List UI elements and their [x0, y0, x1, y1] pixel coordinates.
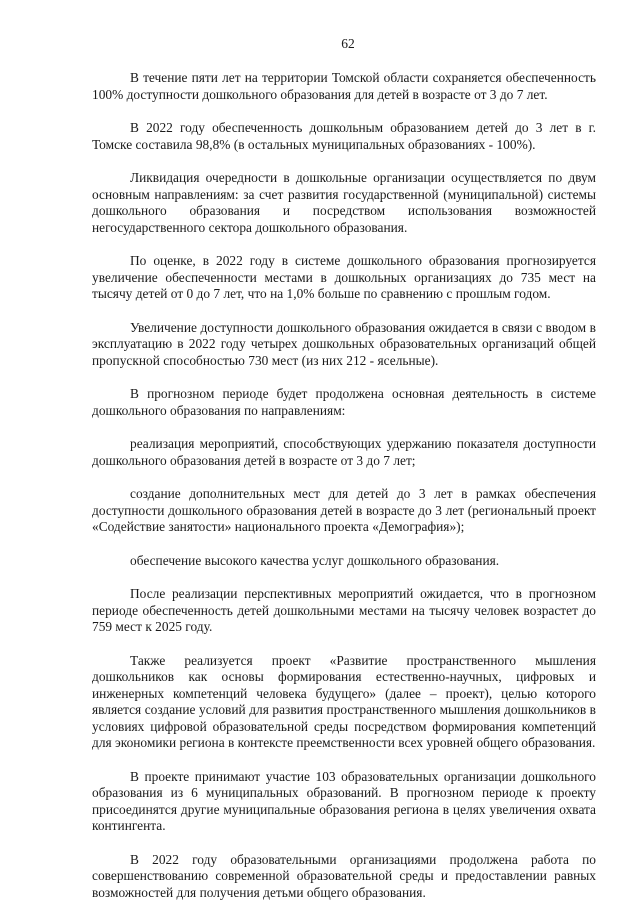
paragraph-project-participants: В проекте принимают участие 103 образовательных организации дошкольного образования из 6 муниципальных образований. В прогнозном периоде к проекту присоединятся другие муниципальные образования региона в целях увеличения охвата контингента.: [92, 768, 596, 833]
paragraph-queue-elimination: Ликвидация очередности в дошкольные организации осуществляется по двум основным направлениям: за счет развития государственной (муниципальной) системы дошкольного образования и посредством использования возможностей негосударственного сектора дошкольного образования.: [92, 170, 596, 235]
paragraph-estimate-2022: По оценке, в 2022 году в системе дошкольного образования прогнозируется увеличение обеспеченности местами в дошкольных организациях до 735 мест на тысячу детей от 0 до 7 лет, что на 1,0% больше по сравнению с прошлым годом.: [92, 253, 596, 301]
paragraph-direction-2: создание дополнительных мест для детей до 3 лет в рамках обеспечения доступности дошкольного образования детей в возрасте до 3 лет (региональный проект «Содействие занятости» национального проекта «Демография»);: [92, 486, 596, 534]
paragraph-direction-3: обеспечение высокого качества услуг дошкольного образования.: [130, 552, 500, 568]
paragraph-availability: В течение пяти лет на территории Томской области сохраняется обеспеченность 100% доступности дошкольного образования для детей в возрасте от 3 до 7 лет.: [92, 70, 596, 102]
paragraph-forecast-directions: В прогнозном периоде будет продолжена основная деятельность в системе дошкольного образования по направлениям:: [92, 386, 596, 418]
document-page: [92, 36, 596, 918]
page-number: 62: [341, 36, 355, 51]
paragraph-tomsk-coverage: В 2022 году обеспеченность дошкольным образованием детей до 3 лет в г. Томске составила 98,8% (в остальных муниципальных образованиях - 100%).: [92, 120, 596, 152]
paragraph-direction-1: реализация мероприятий, способствующих удержанию показателя доступности дошкольного образования детей в возрасте от 3 до 7 лет;: [92, 436, 596, 468]
paragraph-spatial-thinking-project: Также реализуется проект «Развитие пространственного мышления дошкольников как основы формирования естественно-научных, цифровых и инженерных компетенций человека будущего» (далее – проект), целью которого является создание условий для развития пространственного мышления дошкольников в условиях цифровой образовательной среды посредством формирования компетенций для экономики региона в контексте преемственности всех уровней общего образования.: [92, 652, 596, 750]
paragraph-new-organizations: Увеличение доступности дошкольного образования ожидается в связи с вводом в эксплуатацию в 2022 году четырех дошкольных образовательных организаций общей пропускной способностью 730 мест (из них 212 - ясельные).: [92, 319, 596, 368]
paragraph-perspective-measures: После реализации перспективных мероприятий ожидается, что в прогнозном периоде обеспеченность детей дошкольными местами на тысячу человек возрастет до 759 мест к 2025 году.: [92, 586, 596, 634]
paragraph-educational-environment: В 2022 году образовательными организациями продолжена работа по совершенствованию современной образовательной среды и предоставлении равных возможностей для получения детьми общего образования.: [92, 851, 596, 900]
